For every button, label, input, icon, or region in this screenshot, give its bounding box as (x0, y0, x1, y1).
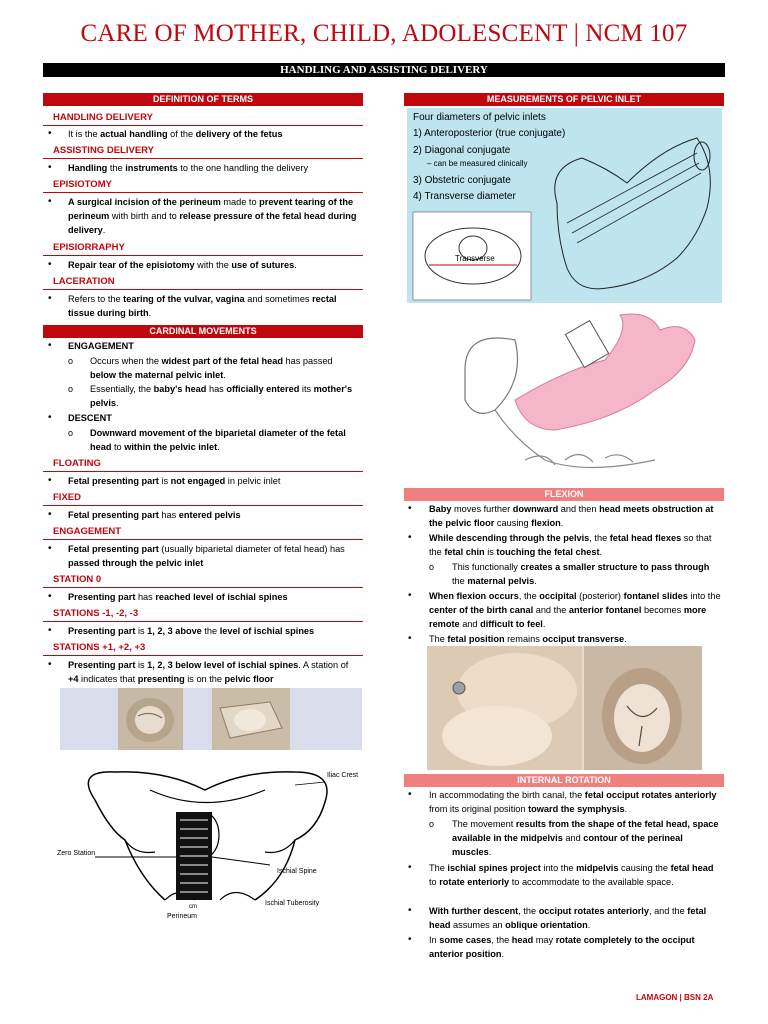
pelvic-line-3: 2) Diagonal conjugate (413, 145, 511, 156)
term-stations-minus: STATIONS -1, -2, -3 (43, 608, 363, 622)
rotation-point-2: The ischial spines project into the midpelvis causing the fetal head to rotate enteriorly to accommodate to the available space. (429, 863, 714, 887)
cardinal-descent: DESCENT (68, 413, 112, 423)
pelvic-line-2: 1) Anteroposterior (true conjugate) (413, 128, 566, 139)
transverse-label: Transverse (455, 254, 495, 263)
term-station-0: STATION 0 (43, 574, 363, 588)
bullet-dot: • (48, 162, 52, 173)
def-laceration: Refers to the tearing of the vulvar, vagina and sometimes rectal tissue during birth. (68, 294, 337, 318)
label-zero-station: Zero Station (57, 850, 96, 857)
bullet-dot: • (408, 590, 412, 601)
page-title: CARE OF MOTHER, CHILD, ADOLESCENT | NCM 107 (80, 20, 688, 47)
rotation-point-3: With further descent, the occiput rotates anteriorly, and the fetal head assumes an oblique orientation. (429, 906, 707, 930)
term-episiorraphy: EPISIORRAPHY (43, 242, 363, 256)
term-fixed: FIXED (43, 492, 363, 506)
bullet-dot: • (408, 789, 412, 800)
footer-author: LAMAGON | BSN 2A (636, 993, 714, 1002)
bullet-dot: • (48, 340, 52, 351)
bullet-dot: • (408, 862, 412, 873)
sub-bullet: o (68, 384, 74, 394)
station-photo-strip (60, 688, 362, 750)
flexion-header: FLEXION (404, 488, 724, 501)
term-engagement: ENGAGEMENT (43, 526, 363, 540)
pelvic-line-5: 3) Obstetric conjugate (413, 175, 511, 186)
internal-rotation-header: INTERNAL ROTATION (404, 774, 724, 787)
rotation-point-1: In accommodating the birth canal, the fetal occiput rotates anteriorly from its original position toward the symphysis. (429, 790, 717, 814)
bullet-dot: • (408, 633, 412, 644)
flexion-photos (427, 646, 702, 770)
hand-exam-illustration (455, 310, 725, 478)
bullet-dot: • (48, 128, 52, 139)
cardinal-engagement: ENGAGEMENT (68, 341, 134, 351)
bullet-dot: • (48, 196, 52, 207)
sub-bullet: o (429, 562, 435, 572)
bullet-dot: • (48, 591, 52, 602)
term-stations-plus: STATIONS +1, +2, +3 (43, 642, 363, 656)
station-photos-illustration (60, 688, 362, 750)
pelvis-station-diagram (55, 760, 360, 925)
def-episiorraphy: Repair tear of the episiotomy with the use of sutures. (68, 260, 297, 270)
term-floating: FLOATING (43, 458, 363, 472)
engagement-detail-1: Occurs when the widest part of the fetal head has passed below the maternal pelvic inlet. (90, 356, 333, 380)
flexion-point-4: The fetal position remains occiput transverse. (429, 634, 627, 644)
sub-bullet: o (68, 428, 74, 438)
flexion-point-1: Baby moves further downward and then head meets obstruction at the pelvic floor causing flexion. (429, 504, 714, 528)
definition-header: DEFINITION OF TERMS (43, 93, 363, 106)
def-stations-plus: Presenting part is 1, 2, 3 below level of ischial spines. A station of +4 indicates that presenting is on the pelvic floor (68, 660, 349, 684)
pelvic-inlet-header: MEASUREMENTS OF PELVIC INLET (404, 93, 724, 106)
bullet-dot: • (48, 259, 52, 270)
descent-detail: Downward movement of the biparietal diameter of the fetal head to within the pelvic inlet. (90, 428, 346, 452)
flexion-point-3: When flexion occurs, the occipital (posterior) fontanel slides into the center of the birth canal and the anterior fontanel becomes more remote and difficult to feel. (429, 591, 721, 629)
def-station-0: Presenting part has reached level of ischial spines (68, 592, 288, 602)
flexion-subpoint: This functionally creates a smaller structure to pass through the maternal pelvis. (452, 562, 710, 586)
pelvic-line-4: – can be measured clinically (427, 159, 528, 168)
bullet-dot: • (48, 625, 52, 636)
label-ischial-spine: Ischial Spine (277, 868, 317, 875)
bullet-dot: • (48, 412, 52, 423)
pelvic-inlet-figure (407, 108, 722, 303)
def-assisting-delivery: Handling the instruments to the one handling the delivery (68, 163, 309, 173)
bullet-dot: • (408, 503, 412, 514)
engagement-detail-2: Essentially, the baby's head has officially entered its mother's pelvis. (90, 384, 353, 408)
bullet-dot: • (408, 905, 412, 916)
rotation-point-4: In some cases, the head may rotate completely to the occiput anterior position. (429, 935, 695, 959)
pelvic-line-6: 4) Transverse diameter (413, 191, 516, 202)
label-ischial-tuberosity: Ischial Tuberosity (265, 900, 320, 907)
term-handling-delivery: HANDLING DELIVERY (43, 112, 363, 126)
def-engagement: Fetal presenting part (usually biparietal diameter of fetal head) has passed through the pelvic inlet (68, 544, 345, 568)
rotation-subpoint: The movement results from the shape of the fetal head, space available in the midpelvis and contour of the perineal muscles. (452, 819, 719, 857)
flexion-photos-illustration (427, 646, 702, 770)
bullet-dot: • (408, 532, 412, 543)
def-episiotomy: A surgical incision of the perineum made to prevent tearing of the perineum with birth and to release pressure of the fetal head during delivery. (68, 197, 357, 235)
label-cm: cm (189, 904, 197, 910)
term-laceration: LACERATION (43, 276, 363, 290)
label-iliac-crest: Iliac Crest (327, 772, 359, 779)
bullet-dot: • (408, 934, 412, 945)
bullet-dot: • (48, 543, 52, 554)
hand-exam-figure (455, 310, 725, 478)
cardinal-header: CARDINAL MOVEMENTS (43, 325, 363, 338)
def-handling-delivery: It is the actual handling of the delivery of the fetus (68, 129, 283, 139)
sub-bullet: o (429, 819, 435, 829)
bullet-dot: • (48, 475, 52, 486)
def-stations-minus: Presenting part is 1, 2, 3 above the level of ischial spines (68, 626, 315, 636)
bullet-dot: • (48, 293, 52, 304)
term-episiotomy: EPISIOTOMY (43, 179, 363, 193)
label-perineum: Perineum (167, 913, 197, 920)
pelvic-inlet-illustration (407, 108, 722, 303)
def-floating: Fetal presenting part is not engaged in pelvic inlet (68, 476, 281, 486)
flexion-point-2: While descending through the pelvis, the fetal head flexes so that the fetal chin is touching the fetal chest. (429, 533, 712, 557)
bullet-dot: • (48, 509, 52, 520)
section-banner: HANDLING AND ASSISTING DELIVERY (43, 63, 725, 77)
bullet-dot: • (48, 659, 52, 670)
sub-bullet: o (68, 356, 74, 366)
pelvic-line-1: Four diameters of pelvic inlets (413, 112, 546, 123)
term-assisting-delivery: ASSISTING DELIVERY (43, 145, 363, 159)
def-fixed: Fetal presenting part has entered pelvis (68, 510, 241, 520)
